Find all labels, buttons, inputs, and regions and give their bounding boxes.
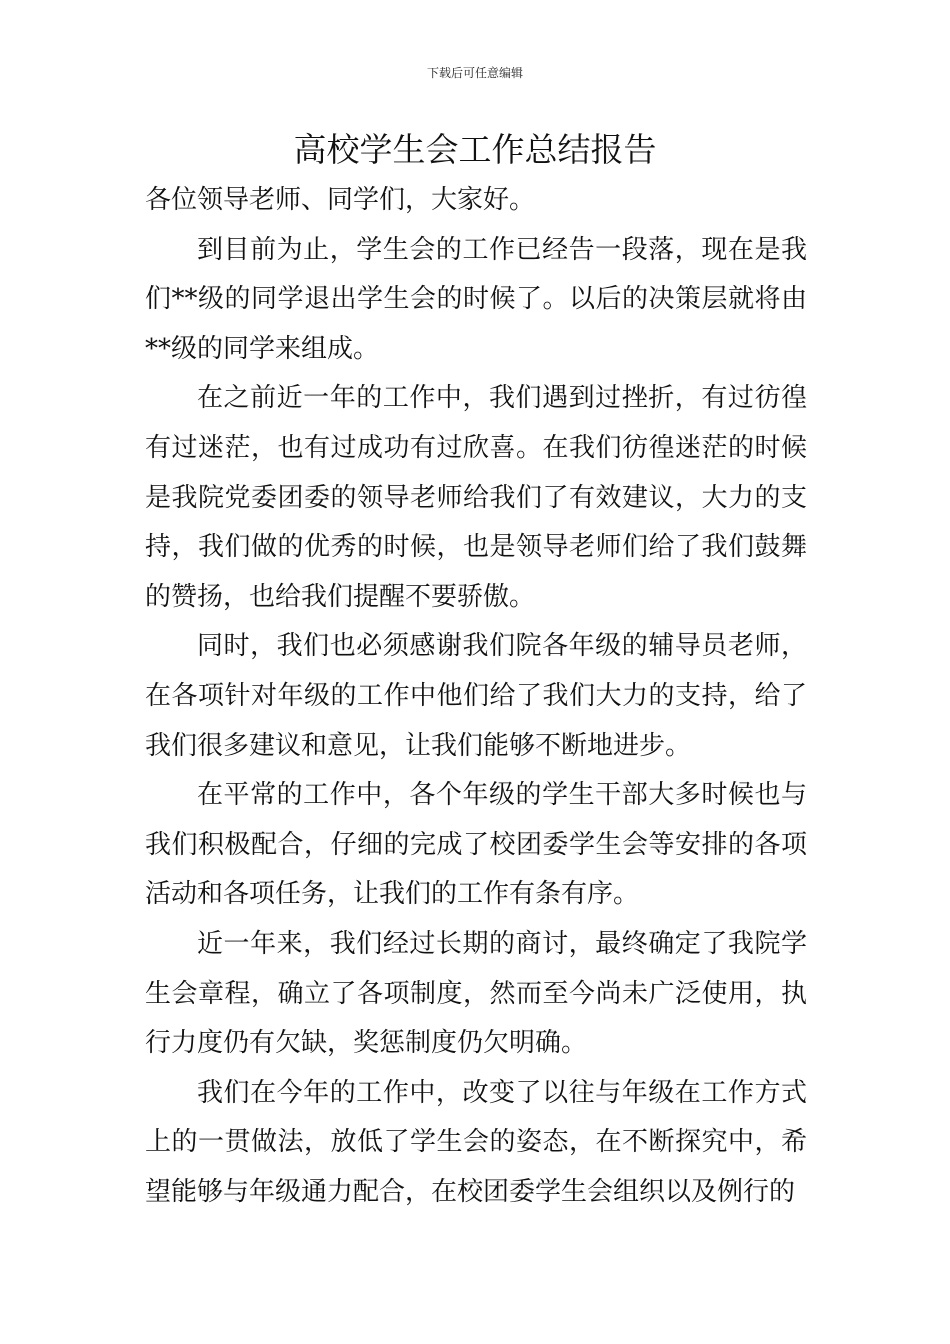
body-paragraph: 我们在今年的工作中，改变了以往与年级在工作方式上的一贯做法，放低了学生会的姿态，在不断探究中，希望能够与年级通力配合，在校团委学生会组织以及例行的	[145, 1077, 807, 1207]
page-header-note: 下载后可任意编辑	[426, 66, 523, 80]
document-body	[145, 176, 807, 1217]
body-paragraph: 在平常的工作中，各个年级的学生干部大多时候也与我们积极配合，仔细的完成了校团委学生会等安排的各项活动和各项任务，让我们的工作有条有序。	[145, 780, 807, 910]
body-paragraph: 近一年来，我们经过长期的商讨，最终确定了我院学生会章程，确立了各项制度，然而至今尚未广泛使用，执行力度仍有欠缺，奖惩制度仍欠明确。	[145, 928, 807, 1059]
document-title: 高校学生会工作总结报告	[293, 130, 657, 169]
greeting-paragraph: 各位领导老师、同学们，大家好。	[145, 185, 536, 215]
body-paragraph: 到目前为止，学生会的工作已经告一段落，现在是我们**级的同学退出学生会的时候了。以后的决策层就将由**级的同学来组成。	[145, 234, 807, 364]
body-paragraph: 同时，我们也必须感谢我们院各年级的辅导员老师，在各项针对年级的工作中他们给了我们大力的支持，给了我们很多建议和意见，让我们能够不断地进步。	[145, 631, 807, 761]
body-paragraph: 在之前近一年的工作中，我们遇到过挫折，有过彷徨有过迷茫，也有过成功有过欣喜。在我们彷徨迷茫的时候是我院党委团委的领导老师给我们了有效建议，大力的支持，我们做的优秀的时候，也是领导老师们给了我们鼓舞的赞扬，也给我们提醒不要骄傲。	[145, 383, 807, 612]
